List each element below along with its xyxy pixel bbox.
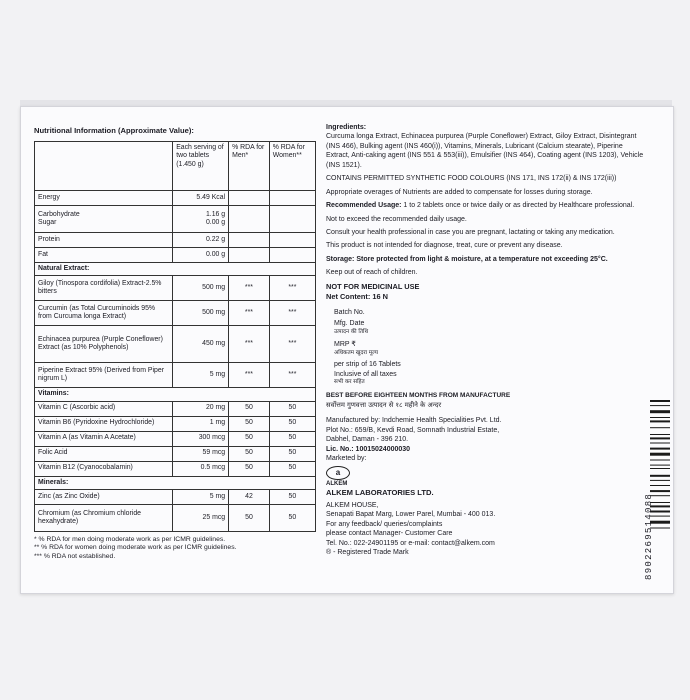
rda-men-value: *** [229,326,270,363]
rda-women-value: 50 [269,504,315,531]
nutrient-amount: 20 mg [173,401,229,416]
table-row [35,401,316,416]
license-number: Lic. No.: 10015024000030 [326,445,411,453]
barcode-bar [650,437,670,439]
rda-women-value [269,191,315,206]
rda-men-value [229,191,270,206]
table-row [35,191,316,206]
batch-label: Batch No. [334,308,365,316]
table-row [35,504,316,531]
rda-women-value: 50 [269,446,315,461]
ingredients-text: Curcuma longa Extract, Echinacea purpurea (Purple Coneflower) Extract, Giloy Extract, Disintegrant (INS 466), Bulking agent (INS 460(i)), Vitamins, Minerals, Lubricant (Calcium stearate), Piperine Extract, Anti-caking agent (INS 551 & 553(iii)), Emulsifier (INS 464), Coating agent (INS 1203), Vehicle (INS 1521). [326,133,644,169]
rda-women-value: *** [269,326,315,363]
rda-men-value [229,233,270,248]
barcode-bar [650,420,670,422]
table-row [35,461,316,476]
barcode-bar [650,443,670,444]
table-row [35,248,316,263]
nutrient-name: Fat [35,248,173,263]
table-row [35,326,316,363]
barcode-bar [650,400,670,402]
rda-men-value: 50 [229,401,270,416]
nutrient-name: Vitamin B6 (Pyridoxine Hydrochloride) [35,416,173,431]
rda-men-value: 50 [229,461,270,476]
rda-women-value [269,248,315,263]
consult-note: Consult your health professional in case you are pregnant, lactating or taking any medication. [326,228,615,236]
trademark-note: ® - Registered Trade Mark [326,549,409,557]
alkem-short: ALKEM [326,480,348,487]
nutrient-amount: 0.22 g [173,233,229,248]
nutrient-name: Vitamin B12 (Cyanocobalamin) [35,461,173,476]
nutrient-amount: 5.49 Kcal [173,191,229,206]
table-row [35,416,316,431]
nutrient-amount: 59 mcg [173,446,229,461]
nutrient-name: Energy [35,191,173,206]
nutrient-amount: 500 mg [173,276,229,301]
not-intended-note: This product is not intended for diagnose, treat, cure or prevent any disease. [326,242,563,250]
rda-men-value: 50 [229,504,270,531]
barcode-bar [650,490,670,492]
barcode-digits: 8902269514088 [644,492,654,580]
nutrient-name: Vitamin C (Ascorbic acid) [35,401,173,416]
info-section [326,123,644,558]
contact-line: Tel. No.: 022-24901195 or e-mail: contact@alkem.com [326,539,495,547]
rda-men-value: 50 [229,431,270,446]
nutrient-amount: 5 mg [173,363,229,388]
storage-text: Store protected from light & moisture, at a temperature not exceeding 25°C. [356,255,608,263]
colours-note: CONTAINS PERMITTED SYNTHETIC FOOD COLOURS (INS 171, INS 172(ii) & INS 172(iii)) [326,175,617,183]
mrp-hindi: अधिकतम खुदरा मूल्य [334,349,378,356]
rda-men-value: *** [229,301,270,326]
nutrient-name: Carbohydrate Sugar [35,206,173,233]
barcode-bar [650,410,670,413]
mfr-address-1: Plot No.: 659/B, Kevdi Road, Somnath Industrial Estate, [326,426,500,434]
barcode-bar [650,475,670,477]
table-row [35,363,316,388]
company-address: Senapati Bapat Marg, Lower Parel, Mumbai - 400 013. [326,511,496,519]
rda-women-value: 50 [269,489,315,504]
nutrient-amount: 5 mg [173,489,229,504]
usage-text: 1 to 2 tablets once or twice daily or as directed by Healthcare professional. [403,202,635,210]
nutrient-amount: 25 mcg [173,504,229,531]
nutrient-amount: 1 mg [173,416,229,431]
rda-women-value: 50 [269,401,315,416]
serving-header: Each serving of two tablets (1.450 g) [173,142,229,191]
barcode-bar [650,460,670,461]
company-house: ALKEM HOUSE, [326,501,379,509]
rda-men-header: % RDA for Men* [229,142,270,191]
mfg-label: Mfg. Date [334,320,365,328]
nutrient-name: Curcumin (as Total Curcuminoids 95% from Curcuma longa Extract) [35,301,173,326]
rda-women-value: 50 [269,416,315,431]
table-row [35,206,316,233]
nutrient-name: Piperine Extract 95% (Derived from Piper nigrum L) [35,363,173,388]
nutrient-name: Protein [35,233,173,248]
table-row [35,301,316,326]
nutrition-section [34,126,316,561]
storage-label: Storage: [326,255,355,263]
rda-women-value: *** [269,276,315,301]
keep-out-note: Keep out of reach of children. [326,269,418,277]
rda-men-value: *** [229,363,270,388]
nutrient-amount: 0.00 g [173,248,229,263]
feedback-line-1: For any feedback/ queries/complaints [326,520,443,528]
rda-women-value: *** [269,363,315,388]
nutrient-name: Zinc (as Zinc Oxide) [35,489,173,504]
nutrient-amount: 0.5 mcg [173,461,229,476]
mfr-address-2: Dabhel, Daman - 396 210. [326,436,409,444]
barcode-bar [650,453,670,456]
rda-men-value: 50 [229,416,270,431]
nutrition-heading: Nutritional Information (Approximate Value): [34,126,194,135]
not-medicinal: NOT FOR MEDICINAL USE [326,281,420,291]
rda-men-value: 50 [229,446,270,461]
rda-men-value [229,206,270,233]
nutrition-table [34,141,316,532]
best-before: BEST BEFORE EIGHTEEN MONTHS FROM MANUFACTURE [326,392,511,400]
rda-women-value: 50 [269,431,315,446]
rda-women-value [269,233,315,248]
best-before-hindi: सर्वोत्तम गुणवत्ता उत्पादन से १८ महीने के अन्दर [326,401,442,410]
nutrient-name: Folic Acid [35,446,173,461]
footnote: ** % RDA for women doing moderate work as per ICMR guidelines. [34,544,237,552]
natural-extract-heading: Natural Extract: [35,263,316,276]
table-header-row [35,142,316,191]
minerals-heading: Minerals: [35,476,316,489]
table-row [35,489,316,504]
overages-note: Appropriate overages of Nutrients are added to compensate for losses during storage. [326,188,593,196]
nutrient-amount: 500 mg [173,301,229,326]
inclusive-taxes: Inclusive of all taxes [334,370,397,378]
footnotes [34,536,316,561]
barcode-bar [650,405,670,406]
table-row [35,233,316,248]
nutrient-name: Chromium (as Chromium chloride hexahydrate) [35,504,173,531]
rda-women-value: 50 [269,461,315,476]
vitamins-heading: Vitamins: [35,388,316,401]
manufactured-by: Manufactured by: Indchemie Health Specialities Pvt. Ltd. [326,417,502,425]
taxes-hindi: सभी कर सहित [334,378,365,385]
ingredients-label: Ingredients: [326,124,367,131]
barcode-bar [650,434,670,435]
mfg-hindi: उत्पादन की तिथि [334,328,369,335]
barcode-bar [650,468,670,469]
barcode-bar [650,485,670,486]
nutrient-amount: 1.16 g 0.00 g [173,206,229,233]
rda-women-value: *** [269,301,315,326]
barcode-bar [650,465,670,466]
rda-men-value: 42 [229,489,270,504]
footnote: * % RDA for men doing moderate work as per ICMR guidelines. [34,535,226,543]
barcode-bar [650,427,670,428]
mrp-label: MRP ₹ [334,341,356,349]
company-name: ALKEM LABORATORIES LTD. [326,487,434,497]
barcode-bar [650,448,670,450]
net-content: Net Content: 16 N [326,291,389,301]
rda-men-value: *** [229,276,270,301]
rda-women-header: % RDA for Women** [269,142,315,191]
table-row [35,276,316,301]
nutrient-amount: 300 mcg [173,431,229,446]
barcode-bar [650,417,670,418]
nutrient-name: Giloy (Tinospora cordifolia) Extract-2.5% bitters [35,276,173,301]
table-row [35,446,316,461]
footnote: *** % RDA not established. [34,552,116,560]
nutrient-name: Echinacea purpurea (Purple Coneflower) Extract (as 10% Polyphenols) [35,326,173,363]
usage-label: Recommended Usage: [326,202,402,210]
nutrient-amount: 450 mg [173,326,229,363]
feedback-line-2: please contact Manager- Customer Care [326,530,453,538]
not-exceed-note: Not to exceed the recommended daily usage. [326,215,467,223]
alkem-logo: a [326,466,350,480]
marketed-by: Marketed by: [326,455,367,463]
rda-women-value [269,206,315,233]
barcode-bar [650,480,670,481]
table-row [35,431,316,446]
rda-men-value [229,248,270,263]
per-strip: per strip of 16 Tablets [334,361,401,369]
nutrient-name: Vitamin A (as Vitamin A Acetate) [35,431,173,446]
